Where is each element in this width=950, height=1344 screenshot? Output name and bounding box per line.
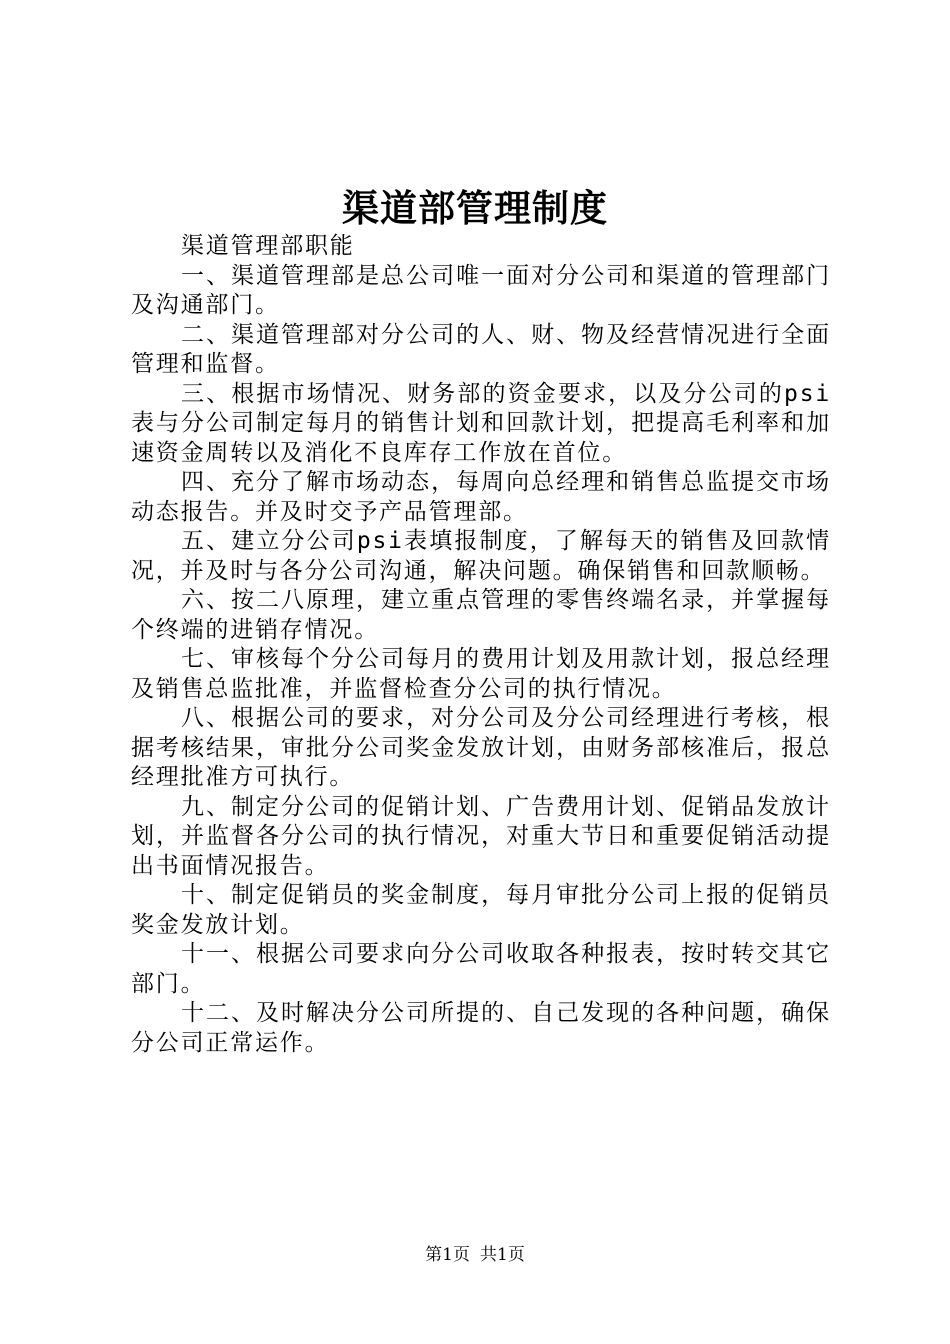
page-footer	[0, 1244, 950, 1266]
paragraph-3: 三、根据市场情况、财务部的资金要求，以及分公司的psi表与分公司制定每月的销售计划和回款计划，把提高毛利率和加速资金周转以及消化不良库存工作放在首位。	[131, 380, 831, 466]
document-body	[131, 232, 831, 1058]
paragraph-12: 十二、及时解决分公司所提的、自己发现的各种问题，确保分公司正常运作。	[131, 1000, 831, 1056]
paragraph-5: 五、建立分公司psi表填报制度，了解每天的销售及回款情况，并及时与各分公司沟通，解决问题。确保销售和回款顺畅。	[131, 528, 831, 584]
section-heading: 渠道管理部职能	[181, 233, 355, 259]
paragraph-8: 八、根据公司的要求，对分公司及分公司经理进行考核，根据考核结果，审批分公司奖金发放计划，由财务部核准后，报总经理批准方可执行。	[131, 705, 831, 790]
paragraph-10: 十、制定促销员的奖金制度，每月审批分公司上报的促销员奖金发放计划。	[131, 882, 831, 938]
paragraph-6: 六、按二八原理，建立重点管理的零售终端名录，并掌握每个终端的进销存情况。	[131, 587, 831, 643]
paragraph-2: 二、渠道管理部对分公司的人、财、物及经营情况进行全面管理和监督。	[131, 321, 831, 377]
document-title: 渠道部管理制度	[342, 186, 608, 230]
paragraph-9: 九、制定分公司的促销计划、广告费用计划、促销品发放计划，并监督各分公司的执行情况，对重大节日和重要促销活动提出书面情况报告。	[131, 793, 831, 879]
paragraph-1: 一、渠道管理部是总公司唯一面对分公司和渠道的管理部门及沟通部门。	[131, 262, 831, 318]
paragraph-11: 十一、根据公司要求向分公司收取各种报表，按时转交其它部门。	[131, 941, 831, 997]
paragraph-4: 四、充分了解市场动态，每周向总经理和销售总监提交市场动态报告。并及时交予产品管理部。	[131, 469, 831, 525]
page-number: 第1页	[425, 1245, 470, 1265]
paragraph-7: 七、审核每个分公司每月的费用计划及用款计划，报总经理及销售总监批准，并监督检查分公司的执行情况。	[131, 646, 831, 702]
page-total: 共1页	[480, 1245, 525, 1265]
